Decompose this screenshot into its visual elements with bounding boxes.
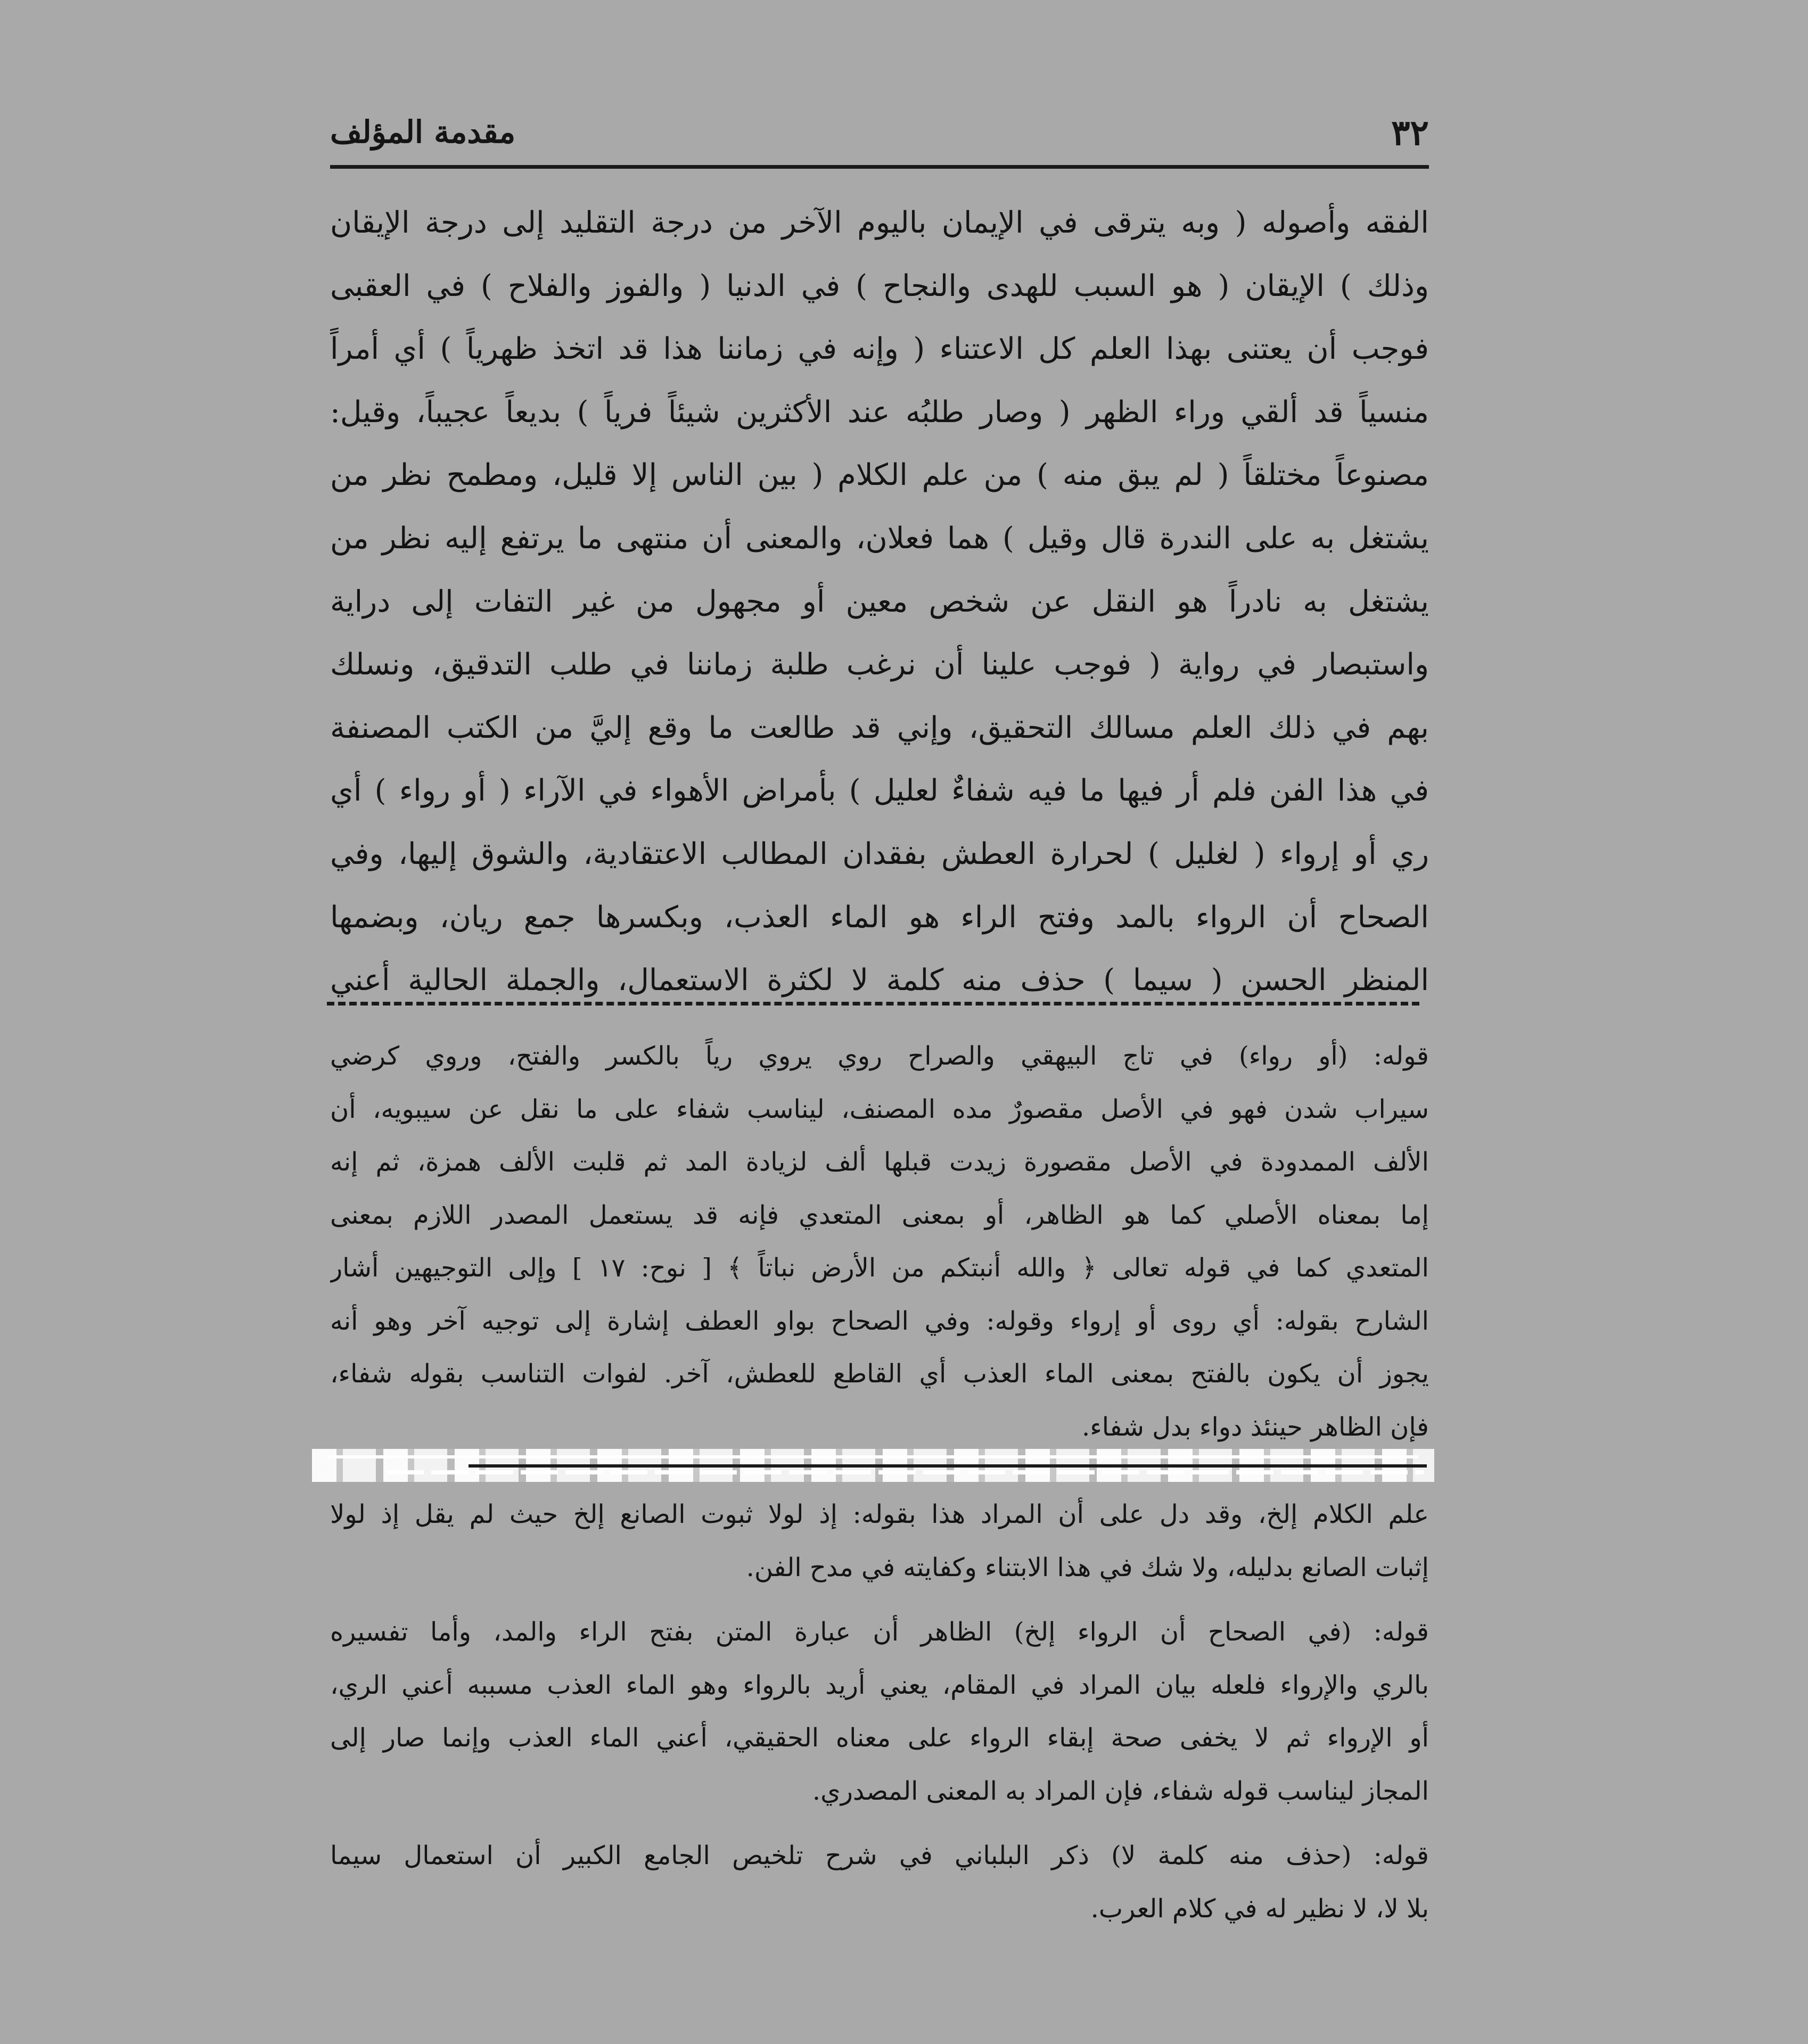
footnote-line: بالري والإرواء فلعله بيان المراد في المقام، يعني أريد بالرواء وهو الماء العذب مسببه أعني الري، xyxy=(330,1670,1429,1700)
main-text xyxy=(330,192,1429,1012)
footnote-line: إما بمعناه الأصلي كما هو الظاهر، أو بمعنى المتعدي فإنه قد يستعمل المصدر اللازم بمعنى xyxy=(330,1200,1429,1230)
footnote-separator-solid xyxy=(469,1464,1427,1468)
footnote-line: إثبات الصانع بدليله، ولا شك في هذا الابتناء وكفايته في مدح الفن. xyxy=(746,1552,1429,1583)
footnote-line: المجاز ليناسب قوله شفاء، فإن المراد به المعنى المصدري. xyxy=(812,1776,1429,1806)
footnote-line: قوله: (حذف منه كلمة لا) ذكر البلباني في شرح تلخيص الجامع الكبير أن استعمال سيما xyxy=(330,1841,1429,1870)
main-text-line: مصنوعاً مختلقاً ( لم يبق منه ) من علم الكلام ( بين الناس إلا قليل، ومطمح نظر من xyxy=(330,458,1429,493)
footnote-line: الألف الممدودة في الأصل مقصورة زيدت قبلها ألف لزيادة المد ثم قلبت الألف همزة، ثم إنه xyxy=(330,1147,1429,1177)
footnote-line: قوله: (أو رواء) في تاج البيهقي والصراح روي يروي رياً بالكسر والفتح، وروي كرضي xyxy=(330,1041,1429,1071)
main-text-line: يشتغل به نادراً هو النقل عن شخص معين أو مجهول من غير التفات إلى دراية xyxy=(330,584,1429,619)
main-text-line: وذلك ) الإيقان ( هو السبب للهدى والنجاح ) في الدنيا ( والفوز والفلاح ) في العقبى xyxy=(330,268,1429,303)
footnote-line: قوله: (في الصحاح أن الرواء إلخ) الظاهر أن عبارة المتن بفتح الراء والمد، وأما تفسيره xyxy=(330,1617,1429,1647)
main-text-line: بهم في ذلك العلم مسالك التحقيق، وإني قد طالعت ما وقع إليَّ من الكتب المصنفة xyxy=(330,710,1429,745)
main-text-line: واستبصار في رواية ( فوجب علينا أن نرغب طلبة زماننا في طلب التدقيق، ونسلك xyxy=(330,647,1429,682)
paragraph-gap xyxy=(330,1818,1429,1829)
footnote-line: يجوز أن يكون بالفتح بمعنى الماء العذب أي القاطع للعطش، آخر. لفوات التناسب بقوله شفاء، xyxy=(330,1359,1429,1389)
main-text-line: الفقه وأصوله ( وبه يترقى في الإيمان باليوم الآخر من درجة التقليد إلى درجة الإيقان xyxy=(330,205,1429,240)
footnote-line: فإن الظاهر حينئذ دواء بدل شفاء. xyxy=(1081,1412,1429,1442)
paragraph-gap xyxy=(330,1594,1429,1606)
page-header xyxy=(330,96,1429,169)
main-text-line: المنظر الحسن ( سيما ) حذف منه كلمة لا لكثرة الاستعمال، والجملة الحالية أعني xyxy=(330,963,1429,998)
footnote-line: الشارح بقوله: أي روى أو إرواء وقوله: وفي الصحاح بواو العطف إشارة إلى توجيه آخر وهو أنه xyxy=(330,1306,1429,1336)
main-text-line: ري أو إرواء ( لغليل ) لحرارة العطش بفقدان المطالب الاعتقادية، والشوق إليها، وفي xyxy=(330,836,1429,871)
main-text-line: منسياً قد ألقي وراء الظهر ( وصار طلبُه عند الأكثرين شيئاً فرياً ) بديعاً عجيباً، وقيل: xyxy=(330,394,1429,430)
main-text-line: يشتغل به على الندرة قال وقيل ) هما فعلان، والمعنى أن منتهى ما يرتفع إليه نظر من xyxy=(330,521,1429,556)
footnote-separator-dashed xyxy=(327,1002,1419,1005)
footnote-line: المتعدي كما في قوله تعالى ﴿ والله أنبتكم من الأرض نباتاً ﴾ [ نوح: ١٧ ] وإلى التوجيهين أشار xyxy=(330,1253,1429,1283)
main-text-line: في هذا الفن فلم أر فيها ما فيه شفاءٌ لعليل ) بأمراض الأهواء في الآراء ( أو رواء ) أي xyxy=(330,773,1429,809)
footnote-line: علم الكلام إلخ، وقد دل على أن المراد هذا بقوله: إذ لولا ثبوت الصانع إلخ حيث لم يقل إذ لولا xyxy=(330,1499,1429,1529)
footnote-line: سيراب شدن فهو في الأصل مقصورٌ مده المصنف، ليناسب شفاء على ما نقل عن سيبويه، أن xyxy=(330,1094,1429,1124)
footnote-line: بلا لا، لا نظير له في كلام العرب. xyxy=(1090,1893,1429,1924)
footnote-line: أو الإرواء ثم لا يخفى صحة إبقاء الرواء على معناه الحقيقي، أعني الماء العذب وإنما صار إلى xyxy=(330,1723,1429,1753)
footnote-second xyxy=(330,1488,1429,1935)
running-title: مقدمة المؤلف xyxy=(330,114,516,150)
main-text-line: الصحاح أن الرواء بالمد وفتح الراء هو الماء العذب، وبكسرها جمع ريان، وبضمها xyxy=(330,900,1429,935)
footnote-first xyxy=(330,1030,1429,1454)
page-number: ٣٢ xyxy=(1391,112,1429,153)
main-text-line: فوجب أن يعتنى بهذا العلم كل الاعتناء ( وإنه في زماننا هذا قد اتخذ ظهرياً ) أي أمراً xyxy=(330,332,1429,367)
